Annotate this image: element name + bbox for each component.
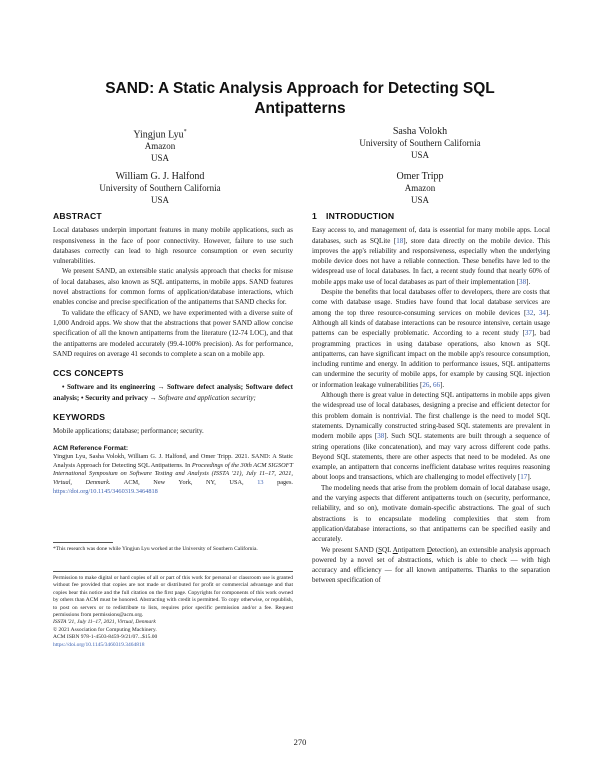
copyright-line: © 2021 Association for Computing Machinery. xyxy=(53,626,157,633)
title-line-2: Antipatterns xyxy=(254,100,346,117)
intro-heading: 1 INTRODUCTION xyxy=(312,211,395,221)
ccs-concepts: • Software and its engineering → Software defect analysis; Software defect analysis; • Security and privacy → Software and application security; xyxy=(53,383,293,402)
left-column xyxy=(53,211,293,496)
permission-rule xyxy=(53,571,293,572)
author-affiliation: University of Southern California xyxy=(99,183,221,193)
intro-paragraph: Although there is great value in detecting SQL antipatterns in mobile apps given the widespread use of local databases, designing a precise and efficient detector for this problem domain is nontrivial. The first challenge is the need to model SQL statements. Dynamically constructed string-based SQL statements are prevalent in modern mobile apps [38]. Such SQL statements are built through a sequence of string operations (like concatenation), and may vary across different code paths. Beyond SQL statements, there are other aspects that need to be modeled. As one example, an antipattern that concerns inefficient database writes requires reasoning about loops and transactions, which are challenging to model effectively [17]. xyxy=(312,391,550,482)
author-affiliation: University of Southern California xyxy=(359,138,481,148)
abstract-paragraph: Local databases underpin important features in many mobile applications, such as responsiveness in the face of poor connectivity. However, failure to use such databases correctly can lead to high resource consumption or even security vulnerabilities. xyxy=(53,226,293,266)
conference-line: ISSTA '21, July 11–17, 2021, Virtual, Denmark xyxy=(53,619,156,626)
intro-paragraph: Easy access to, and management of, data is essential for many mobile apps. Local databases, such as SQLite [18], store data directly on the mobile device. This improves the app's reliability and responsiveness, especially when the underlying mobile device does not have a reliable connection. These benefits have led to the widespread use of local databases. In fact, a recent study found that nearly 60% of mobile apps make use of local databases as part of their implementation [38]. xyxy=(312,226,550,286)
author-country: USA xyxy=(150,194,169,205)
doi-link[interactable]: https://doi.org/10.1145/3460319.3464818 xyxy=(53,487,158,495)
intro-paragraph: We present SAND (SQL Antipattern Detection), an extensible analysis approach powered by a novel set of abstractions, which is able to check — with high accuracy and efficiency — for all known antipatterns. Thanks to the separation between specification of xyxy=(312,545,551,585)
author-country: USA xyxy=(150,152,169,163)
citation-link[interactable]: 26 xyxy=(422,380,430,389)
author-name: Yingjun Lyu* xyxy=(133,129,187,141)
author-block xyxy=(60,171,260,206)
citation-link[interactable]: 32 xyxy=(526,308,534,317)
permission-doi-link[interactable]: https://doi.org/10.1145/3460319.3464818 xyxy=(53,641,145,648)
citation-link[interactable]: 17 xyxy=(520,473,528,482)
isbn-line: ACM ISBN 978-1-4503-8459-9/21/07...$15.00 xyxy=(53,634,158,641)
abstract-heading: ABSTRACT xyxy=(53,211,102,221)
paper-title xyxy=(60,79,540,119)
author-name: William G. J. Halfond xyxy=(115,171,205,182)
author-block xyxy=(320,126,520,161)
intro-paragraph: The modeling needs that arise from the problem domain of local database usage, and the varying aspects that different antipatterns touch on (security, performance, reliability, and so on), motivate domain-specific abstractions. The goal of such abstractions is to encapsulate modeling complexities that stem from application/database interactions, so that antipatterns can be specified easily and accurately. xyxy=(312,483,550,544)
right-column xyxy=(312,211,550,586)
author-name: Sasha Volokh xyxy=(392,126,448,137)
abstract-paragraph: We present SAND, an extensible static analysis approach that checks for misuse of local databases, also known as SQL antipatterns, in mobile apps. SAND features novel abstractions for common forms of application/database interactions, which enables concise and precise specification of the antipatterns that SAND checks for. xyxy=(53,267,293,307)
author-name: Omer Tripp xyxy=(396,171,444,182)
author-country: USA xyxy=(410,194,429,205)
permission-block xyxy=(53,575,293,649)
keywords-text: Mobile applications; database; performance; security. xyxy=(53,427,204,436)
footnote: *This research was done while Yingjun Lyu worked at the University of Southern California. xyxy=(53,546,258,552)
citation-link[interactable]: 18 xyxy=(396,236,404,245)
acm-reference xyxy=(53,445,293,497)
ccs-heading: CCS CONCEPTS xyxy=(53,368,124,379)
acm-reference-text: Yingjun Lyu, Sasha Volokh, William G. J. Halfond, and Omer Tripp. 2021. SAND: A Static Analysis Approach for Detecting SQL Antipatterns. In Proceedings of the 30th ACM SIGSOFT International Symposium on Software Testing and Analysis (ISSTA '21), July 11–17, 2021, Virtual, Denmark. ACM, New York, NY, USA, 13 pages. https://doi.org/10.1145/3460319.3464818 xyxy=(53,453,293,495)
intro-paragraph: Despite the benefits that local databases offer to developers, there are costs that come with database usage. Studies have found that local database services are among the top three resource-consuming services on mobile devices [32, 34]. Although all kinds of database interactions can be resource intensive, certain usage patterns can be especially problematic. According to a recent study [37], bad programming practices in using database operations, also known as SQL antipatterns, can have significant impact on the mobile app's resource consumption, including runtime and energy. In addition to performance issues, SQL antipatterns can undermine the security of mobile apps, for example by causing SQL injection or information leakage vulnerabilities [26, 66]. xyxy=(312,288,550,389)
citation-link[interactable]: 34 xyxy=(538,308,546,317)
pages-link[interactable]: 13 xyxy=(257,479,264,487)
author-block xyxy=(320,171,520,206)
acm-reference-heading: ACM Reference Format: xyxy=(53,444,129,452)
citation-link[interactable]: 37 xyxy=(524,329,532,338)
abstract-paragraph: To validate the efficacy of SAND, we have experimented with a diverse suite of 1,000 Android apps. We show that the abstractions that power SAND allow concise specification of all the known antipatterns from the literature (12-74 LOC), and that the antipatterns are modeled accurately (99.4-100% precision). As for performance, SAND requires on average 41 seconds to complete a scan on a mobile app. xyxy=(53,308,293,358)
citation-link[interactable]: 66 xyxy=(432,380,440,389)
keywords-heading: KEYWORDS xyxy=(53,412,106,423)
permission-text: Permission to make digital or hard copies of all or part of this work for personal or classroom use is granted without fee provided that copies are not made or distributed for profit or commercial advantage and that copies bear this notice and the full citation on the first page. Copyrights for components of this work owned by others than ACM must be honored. Abstracting with credit is permitted. To copy otherwise, or republish, to post on servers or to redistribute to lists, requires prior specific permission and/or a fee. Request permissions from permissions@acm.org. xyxy=(53,575,293,619)
page-number: 270 xyxy=(293,737,307,747)
citation-link[interactable]: 38 xyxy=(377,432,385,441)
author-affiliation: Amazon xyxy=(144,141,176,152)
title-line-1: SAND: A Static Analysis Approach for Detecting SQL xyxy=(105,80,495,97)
footnote-rule xyxy=(53,542,113,543)
author-affiliation: Amazon xyxy=(404,183,436,193)
author-block xyxy=(60,126,260,164)
author-country: USA xyxy=(410,149,429,160)
citation-link[interactable]: 38 xyxy=(519,277,527,286)
